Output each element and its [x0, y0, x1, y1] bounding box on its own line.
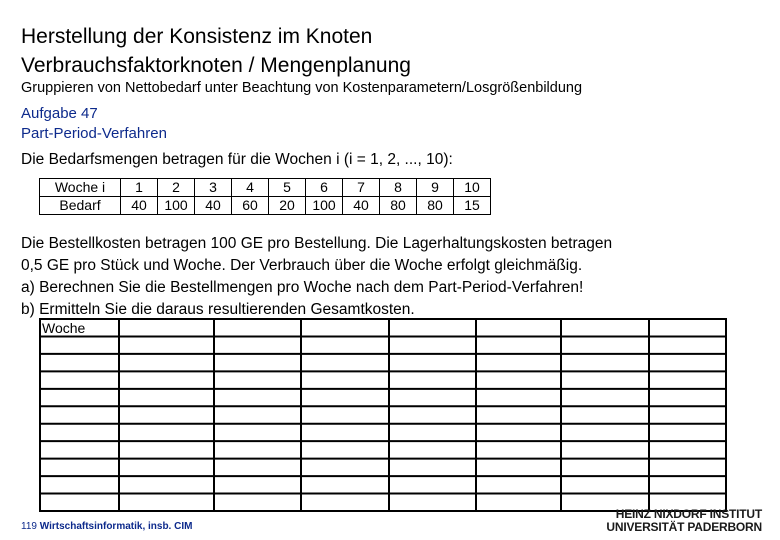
- task-number: Aufgabe 47: [21, 105, 98, 122]
- task-intro: Die Bedarfsmengen betragen für die Wochen i (i = 1, 2, ..., 10):: [21, 151, 453, 168]
- week-cell: 1: [121, 179, 158, 197]
- task-name: Part-Period-Verfahren: [21, 125, 167, 142]
- week-cell: 8: [380, 179, 417, 197]
- demand-cell: 60: [232, 197, 269, 215]
- description-line: 0,5 GE pro Stück und Woche. Der Verbrauch über die Woche erfolgt gleichmäßig.: [21, 257, 583, 274]
- week-cell: 6: [306, 179, 343, 197]
- demand-cell: 80: [417, 197, 454, 215]
- footer: [21, 520, 192, 533]
- description-line: Die Bestellkosten betragen 100 GE pro Bestellung. Die Lagerhaltungskosten betragen: [21, 235, 613, 252]
- week-cell: 9: [417, 179, 454, 197]
- week-cell: 2: [158, 179, 195, 197]
- task-description: [21, 233, 612, 321]
- answer-grid: [39, 318, 727, 512]
- demand-cell: 20: [269, 197, 306, 215]
- demand-table-row-demand: [40, 197, 491, 215]
- demand-cell: 40: [343, 197, 380, 215]
- page-subtitle: Gruppieren von Nettobedarf unter Beachtung von Kostenparametern/Losgrößenbildung: [21, 80, 583, 96]
- demand-cell: 80: [380, 197, 417, 215]
- title-line-1: Herstellung der Konsistenz im Knoten: [21, 25, 373, 48]
- row-label-demand: Bedarf: [40, 197, 121, 215]
- row-label-week: Woche i: [40, 179, 121, 197]
- logo-line-2: UNIVERSITÄT PADERBORN: [606, 520, 762, 534]
- demand-cell: 100: [158, 197, 195, 215]
- week-cell: 7: [343, 179, 380, 197]
- demand-cell: 40: [121, 197, 158, 215]
- answer-grid-header-week: Woche: [42, 320, 86, 336]
- week-cell: 10: [454, 179, 491, 197]
- institute-logo: [606, 508, 762, 534]
- footer-text: Wirtschaftsinformatik, insb. CIM: [39, 521, 193, 532]
- page-title: [21, 22, 411, 80]
- answer-grid-border: [40, 319, 726, 511]
- week-cell: 5: [269, 179, 306, 197]
- demand-table-row-weeks: [40, 179, 491, 197]
- logo-line-1: HEINZ NIXDORF INSTITUT: [615, 507, 762, 521]
- demand-cell: 40: [195, 197, 232, 215]
- question-b: b) Ermitteln Sie die daraus resultierenden Gesamtkosten.: [21, 301, 415, 318]
- question-a: a) Berechnen Sie die Bestellmengen pro Woche nach dem Part-Period-Verfahren!: [21, 279, 584, 296]
- task-heading: [21, 104, 167, 144]
- demand-cell: 100: [306, 197, 343, 215]
- page-number: 119: [21, 521, 37, 532]
- week-cell: 4: [232, 179, 269, 197]
- demand-cell: 15: [454, 197, 491, 215]
- week-cell: 3: [195, 179, 232, 197]
- title-line-2: Verbrauchsfaktorknoten / Mengenplanung: [21, 54, 411, 77]
- demand-table: [39, 178, 491, 215]
